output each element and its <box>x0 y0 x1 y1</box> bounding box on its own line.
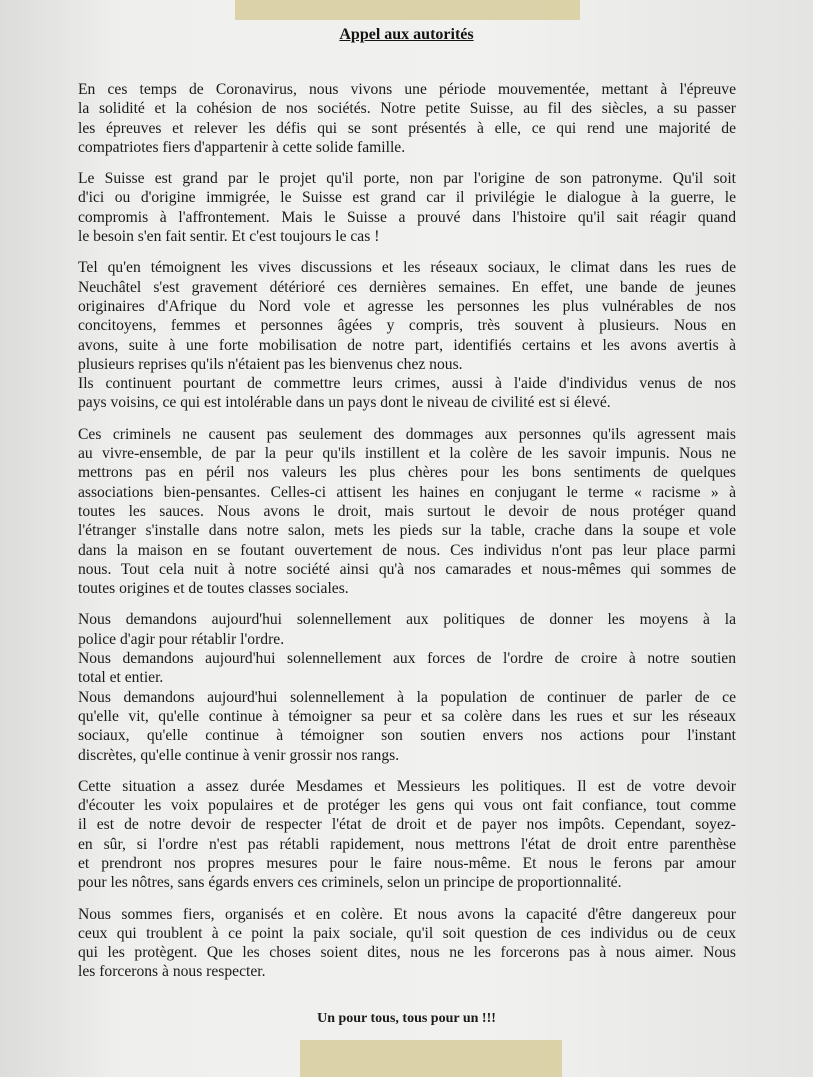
text-line: Tel qu'en témoignent les vives discussions et les réseaux sociaux, le climat dans les rues de <box>78 259 736 277</box>
text-line: Nous demandons aujourd'hui solennellement à la population de continuer de parler de ce <box>78 688 736 706</box>
text-line: En ces temps de Coronavirus, nous vivons une période mouvementée, mettant à l'épreuve <box>78 81 736 98</box>
text-line: sociaux, qu'elle continue à témoigner son soutien envers nos actions pour l'instant <box>78 727 736 745</box>
text-line: et prendront nos propres mesures pour le faire nous-même. Et nous le ferons par amour <box>78 854 736 872</box>
text-line: associations bien-pensantes. Celles-ci attisent les haines en conjugant le terme « racisme » à <box>78 483 736 501</box>
document-title: Appel aux autorités <box>339 26 474 43</box>
text-line: concitoyens, femmes et personnes âgées y compris, très souvent à plusieurs. Nous en <box>78 317 736 335</box>
text-line: en sûr, si l'ordre n'est pas rétabli rapidement, nous mettrons l'état de droit entre parenthèse <box>78 835 736 853</box>
text-line: les forcerons à nous respecter. <box>78 963 266 981</box>
text-line: Nous sommes fiers, organisés et en colère. Et nous avons la capacité d'être dangereux pour <box>78 905 736 923</box>
text-line: nous. Tout cela nuit à notre société ainsi qu'à nos camarades et nous-mêmes qui sommes de <box>78 560 736 578</box>
text-line: la solidité et la cohésion de nos sociétés. Notre petite Suisse, au fil des siècles, a su passer <box>78 100 736 118</box>
text-line: mettrons pas en péril nos valeurs les plus chères pour les bons sentiments de quelques <box>78 464 736 482</box>
text-line: l'étranger s'installe dans notre salon, mets les pieds sur la table, crache dans la soupe et vole <box>78 522 736 540</box>
text-line: avons, suite à une forte mobilisation de notre part, identifiés certains et les avons avertis à <box>78 336 736 354</box>
text-line: dans la maison en se foutant ouvertement de nous. Ces individus n'ont pas leur place parmi <box>78 541 736 559</box>
paragraph <box>78 80 736 157</box>
text-line: discrètes, qu'elle continue à venir grossir nos rangs. <box>78 746 400 764</box>
text-line: il est de notre devoir de respecter l'état de droit et de payer nos impôts. Cependant, soyez- <box>78 816 736 834</box>
tape-bottom <box>300 1040 562 1077</box>
text-line: Le Suisse est grand par le projet qu'il porte, non par l'origine de son patronyme. Qu'il soit <box>78 170 736 188</box>
paragraph <box>78 777 736 893</box>
closing-line: Un pour tous, tous pour un !!! <box>317 1011 496 1026</box>
text-line: qu'elle vit, qu'elle continue à témoigner sa peur et sa colère dans les rues et sur les réseaux <box>78 707 736 725</box>
text-line: plusieurs reprises qu'ils n'étaient pas les bienvenus chez nous. <box>78 355 463 373</box>
text-line: Cette situation a assez durée Mesdames et Messieurs les politiques. Il est de votre devoir <box>78 777 736 795</box>
text-line: d'écouter les voix populaires et de protéger les gens qui vous ont fait confiance, tout comme <box>78 797 736 815</box>
text-line: Neuchâtel s'est gravement détérioré ces dernières semaines. En effet, une bande de jeunes <box>78 278 736 296</box>
text-line: Nous demandons aujourd'hui solennellement aux forces de l'ordre de croire à notre soutien <box>78 650 736 668</box>
tape-top <box>235 0 580 20</box>
text-line: Nous demandons aujourd'hui solennellement aux politiques de donner les moyens à la <box>78 611 736 629</box>
text-line: originaires d'Afrique du Nord vole et agresse les personnes les plus vulnérables de nos <box>78 297 736 315</box>
text-line: police d'agir pour rétablir l'ordre. <box>78 630 285 648</box>
text-line: le besoin s'en fait sentir. Et c'est toujours le cas ! <box>78 228 380 246</box>
text-line: toutes les sauces. Nous avons le droit, mais surtout le devoir de nous protéger quand <box>78 502 736 520</box>
document-body <box>78 80 736 994</box>
text-line: ceux qui troublent à ce point la paix sociale, qu'il soit question de ces individus ou de ceux <box>78 924 736 942</box>
text-line: toutes origines et de toutes classes sociales. <box>78 580 349 598</box>
text-line: compromis à l'affrontement. Mais le Suisse a prouvé dans l'histoire qu'il sait réagir quand <box>78 208 736 226</box>
text-line: Ces criminels ne causent pas seulement des dommages aux personnes qu'ils agressent mais <box>78 425 736 443</box>
text-line: qui les protègent. Que les choses soient dites, nous ne les forcerons pas à nous aimer. Nous <box>78 944 736 962</box>
text-line: compatriotes fiers d'appartenir à cette solide famille. <box>78 138 406 156</box>
text-line: d'ici ou d'origine immigrée, le Suisse est grand car il privilégie le dialogue à la guerre, le <box>78 189 736 207</box>
paragraph <box>78 169 736 246</box>
paragraph <box>78 258 736 412</box>
paragraph <box>78 610 736 764</box>
paragraph <box>78 425 736 599</box>
text-line: total et entier. <box>78 669 164 687</box>
text-line: pays voisins, ce qui est intolérable dans un pays dont le niveau de civilité est si élevé. <box>78 394 611 412</box>
text-line: Ils continuent pourtant de commettre leurs crimes, aussi à l'aide d'individus venus de nos <box>78 375 736 393</box>
paragraph <box>78 905 736 982</box>
text-line: les épreuves et relever les défis qui se sont présentés à elle, ce qui rend une majorité de <box>78 119 736 137</box>
text-line: au vivre-ensemble, de par la peur qu'ils instillent et la colère de les savoir impunis. Nous ne <box>78 445 736 463</box>
text-line: pour les nôtres, sans égards envers ces criminels, selon un principe de proportionnalité. <box>78 874 622 892</box>
